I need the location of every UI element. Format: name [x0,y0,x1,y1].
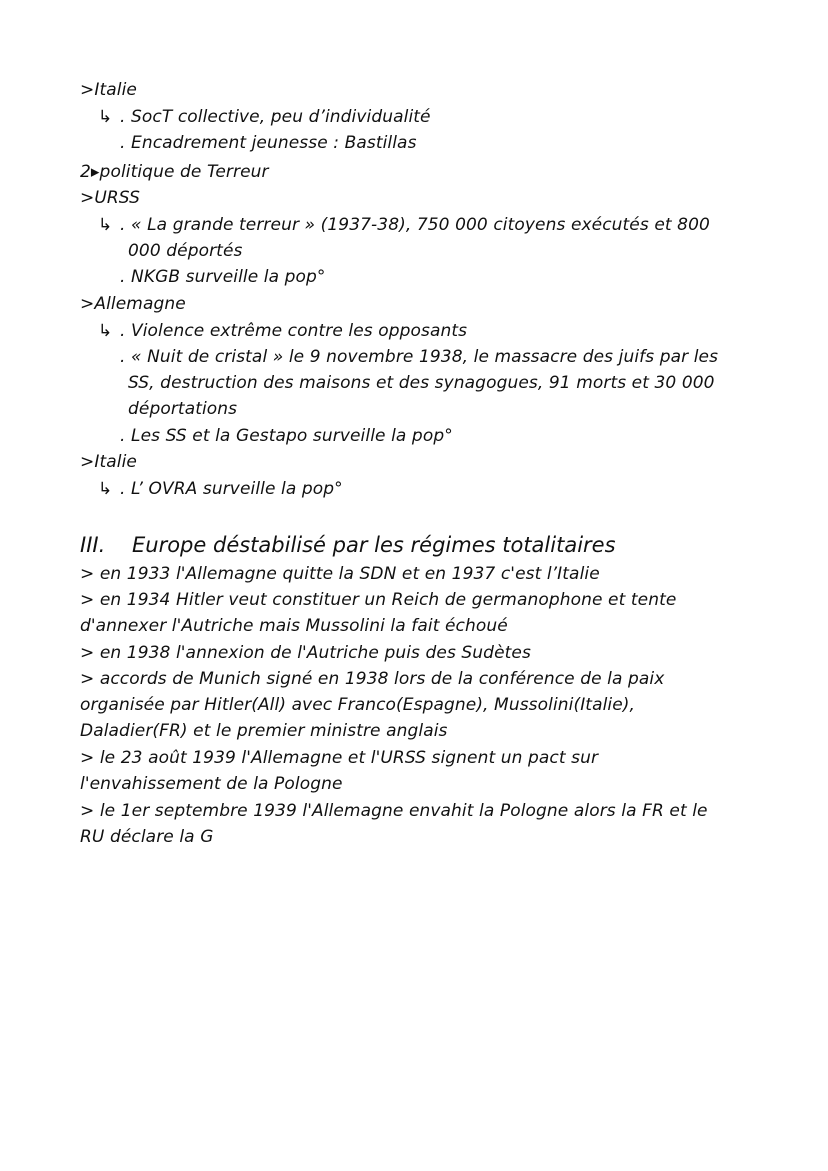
sub-arrow-icon: ↳ [98,479,113,499]
allemagne-item-3: . Les SS et la Gestapo surveille la pop° [120,426,453,446]
italie-header-2: >Italie [80,452,137,472]
section3-line: > en 1933 l'Allemagne quitte la SDN et en 1937 c'est l’Italie [80,564,600,584]
sub-arrow-icon: ↳ [98,107,113,127]
urss-header: >URSS [80,188,140,208]
urss-item-1-cont: 000 déportés [128,241,243,261]
section-number: III. [80,533,106,557]
terreur-title: 2▸politique de Terreur [80,162,269,182]
section-heading [80,532,616,558]
section3-line: > le 1er septembre 1939 l'Allemagne envahit la Pologne alors la FR et le [80,801,708,821]
allemagne-item-2-cont: déportations [128,399,238,419]
italie-header-1: >Italie [80,80,137,100]
italie-item-2: . Encadrement jeunesse : Bastillas [120,133,417,153]
section3-line: > le 23 août 1939 l'Allemagne et l'URSS signent un pact sur [80,748,599,768]
urss-item-2: . NKGB surveille la pop° [120,267,326,287]
urss-item-1: . « La grande terreur » (1937-38), 750 000 citoyens exécutés et 800 [120,215,710,235]
section3-line: l'envahissement de la Pologne [80,774,343,794]
section3-line: RU déclare la G [80,827,214,847]
allemagne-header: >Allemagne [80,294,186,314]
sub-arrow-icon: ↳ [98,321,113,341]
section3-line: organisée par Hitler(All) avec Franco(Espagne), Mussolini(Italie), [80,695,636,715]
section3-line: Daladier(FR) et le premier ministre anglais [80,721,448,741]
allemagne-item-2-cont: SS, destruction des maisons et des synagogues, 91 morts et 30 000 [128,373,715,393]
section3-line: > en 1934 Hitler veut constituer un Reich de germanophone et tente [80,590,677,610]
section3-line: > accords de Munich signé en 1938 lors de la conférence de la paix [80,669,665,689]
section3-line: > en 1938 l'annexion de l'Autriche puis des Sudètes [80,643,531,663]
allemagne-item-1: . Violence extrême contre les opposants [120,321,468,341]
allemagne-item-2: . « Nuit de cristal » le 9 novembre 1938, le massacre des juifs par les [120,347,719,367]
sub-arrow-icon: ↳ [98,215,113,235]
section-title: Europe déstabilisé par les régimes totalitaires [132,533,616,557]
italie-item-1: . SocT collective, peu d’individualité [120,107,431,127]
section3-line: d'annexer l'Autriche mais Mussolini la fait échoué [80,616,508,636]
italie-2-item-1: . L’ OVRA surveille la pop° [120,479,343,499]
